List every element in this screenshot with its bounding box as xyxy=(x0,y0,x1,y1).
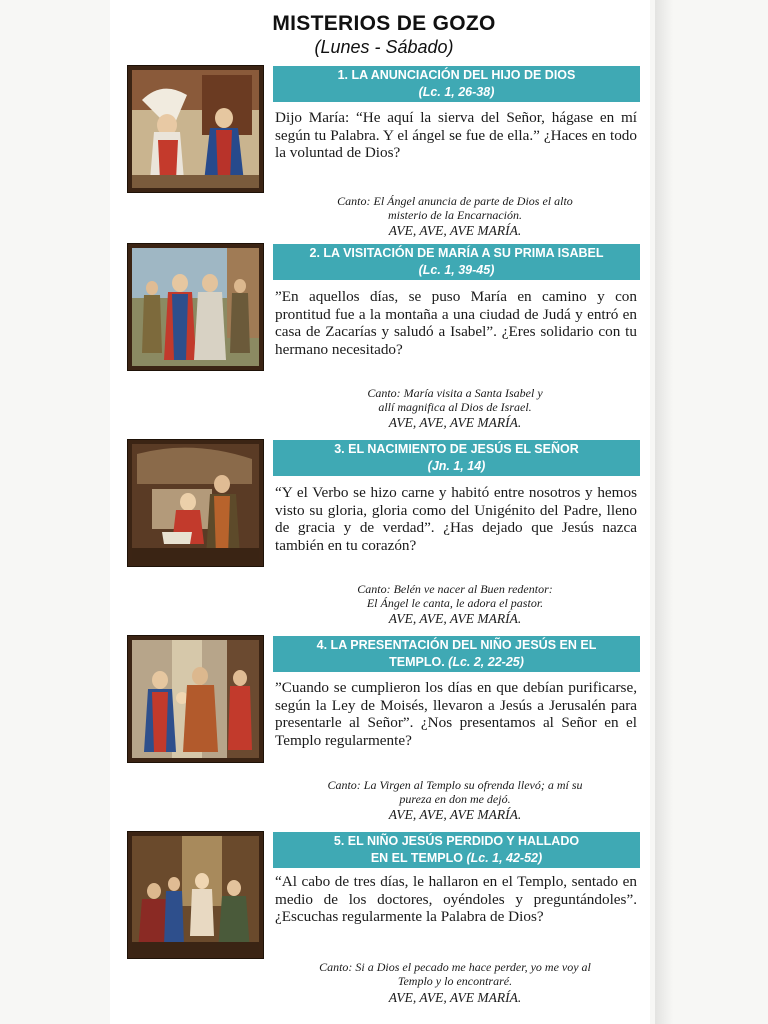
mystery-4-ave: AVE, AVE, AVE MARÍA. xyxy=(388,807,522,822)
mystery-1-ave: AVE, AVE, AVE MARÍA. xyxy=(388,223,522,238)
mystery-3-quote: “Y el Verbo se hizo carne y habitó entre nosotros y hemos visto su gloria, gloria como del Unigénito del Padre, lleno de gracia y de verdad”. ¿Has dejado que Jesús nazca también en tu corazón? xyxy=(275,484,637,554)
finding-in-temple-painting-icon xyxy=(128,832,263,958)
mystery-3-ave: AVE, AVE, AVE MARÍA. xyxy=(388,611,522,626)
mystery-2-canto: Canto: María visita a Santa Isabel y allí magnifica al Dios de Israel. xyxy=(367,386,543,414)
page-subtitle: (Lunes - Sábado) xyxy=(314,37,454,57)
mystery-1-canto: Canto: El Ángel anuncia de parte de Dios el alto misterio de la Encarnación. xyxy=(337,194,573,222)
mystery-5-quote: “Al cabo de tres días, le hallaron en el Templo, sentado en medio de los doctores, oyéndoles y preguntándoles”. ¿Escuchas regularmente la Palabra de Dios? xyxy=(275,873,637,925)
mystery-3-heading: 3. EL NACIMIENTO DE JESÚS EL SEÑOR (Jn. 1, 14) xyxy=(273,440,640,476)
page-edge-shadow xyxy=(655,0,673,1024)
mystery-5-canto: Canto: Si a Dios el pecado me hace perder, yo me voy al Templo y lo encontraré. xyxy=(319,960,591,988)
mystery-2-ave: AVE, AVE, AVE MARÍA. xyxy=(388,415,522,430)
page-title: MISTERIOS DE GOZO xyxy=(272,12,496,35)
mystery-1-quote: Dijo María: “He aquí la sierva del Señor, hágase en mí según tu Palabra. Y el ángel se fue de ella.” ¿Haces en todo la voluntad de Dios? xyxy=(275,109,637,161)
mystery-5-ave: AVE, AVE, AVE MARÍA. xyxy=(388,990,522,1005)
mystery-2-heading: 2. LA VISITACIÓN DE MARÍA A SU PRIMA ISABEL (Lc. 1, 39-45) xyxy=(273,244,640,280)
mystery-4-quote: ”Cuando se cumplieron los días en que debían purificarse, según la Ley de Moisés, llevaron a Jesús a Jerusalén para presentarle al Señor”. ¿Nos presentamos al Señor en el Templo regularmente? xyxy=(275,679,637,749)
mystery-4-canto: Canto: La Virgen al Templo su ofrenda llevó; a mí su pureza en don me dejó. xyxy=(327,778,583,806)
visitation-painting-icon xyxy=(128,244,263,370)
presentation-painting-icon xyxy=(128,636,263,762)
nativity-painting-icon xyxy=(128,440,263,566)
mystery-4-heading: 4. LA PRESENTACIÓN DEL NIÑO JESÚS EN EL TEMPLO. (Lc. 2, 22-25) xyxy=(273,636,640,672)
mystery-1-heading: 1. LA ANUNCIACIÓN DEL HIJO DE DIOS (Lc. 1, 26-38) xyxy=(273,66,640,102)
mystery-5-heading: 5. EL NIÑO JESÚS PERDIDO Y HALLADO EN EL TEMPLO (Lc. 1, 42-52) xyxy=(273,832,640,868)
annunciation-painting-icon xyxy=(128,66,263,192)
mystery-3-canto: Canto: Belén ve nacer al Buen redentor: El Ángel le canta, le adora el pastor. xyxy=(357,582,553,610)
mystery-2-quote: ”En aquellos días, se puso María en camino y con prontitud fue a la montaña a una ciudad de Judá y entró en casa de Zacarías y saludó a Isabel”. ¿Eres solidario con tu hermano necesitado? xyxy=(275,288,637,358)
